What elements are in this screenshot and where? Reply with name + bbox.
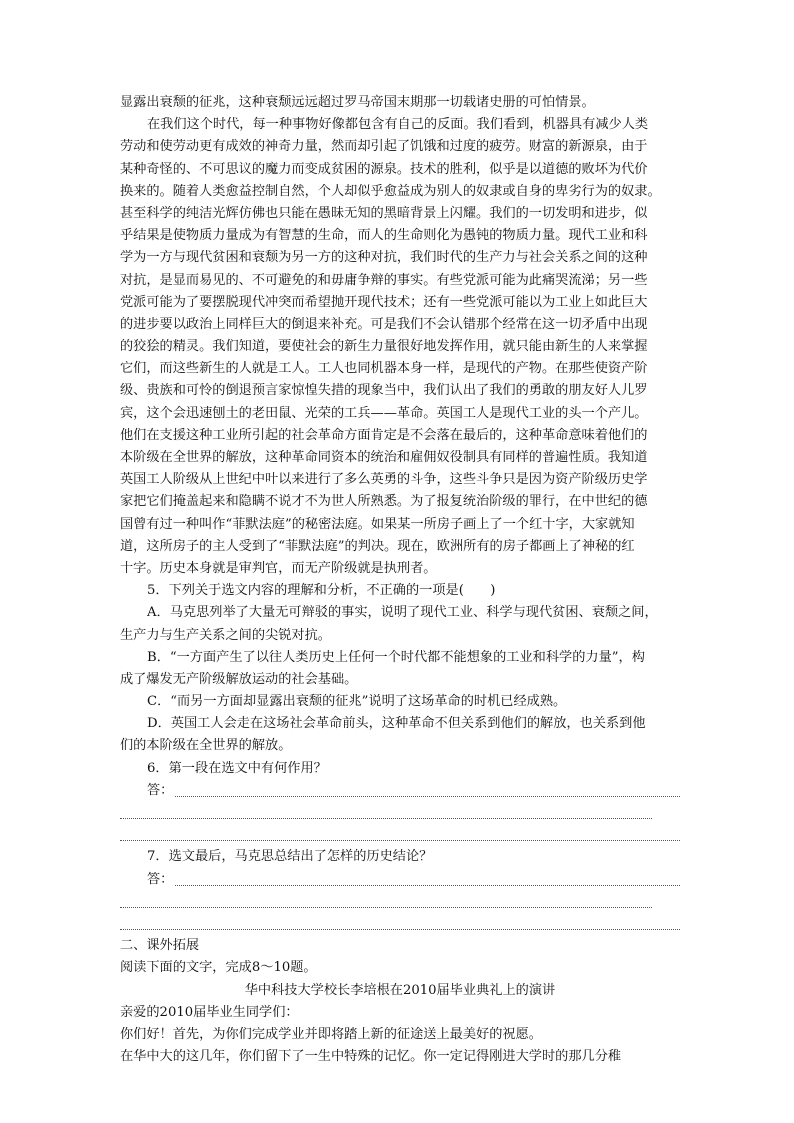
- passage-line: 的狡狯的精灵。我们知道，要使社会的新生力量很好地发挥作用，就只能由新生的人来掌握: [120, 339, 648, 355]
- question-stem: 5．下列关于选文内容的理解和分析，不正确的一项是( ): [147, 583, 496, 599]
- option-d-cont: 们的本阶级在全世界的解放。: [120, 738, 292, 754]
- answer-line[interactable]: [120, 869, 680, 891]
- answer-blank[interactable]: [120, 913, 680, 935]
- passage-line: 十字。历史本身就是审判官，而无产阶级就是执刑者。: [120, 560, 437, 576]
- question-stem: 6．第一段在选文中有何作用？: [147, 760, 327, 776]
- option-a-cont: 生产力与生产关系之间的尖锐对抗。: [120, 627, 331, 643]
- passage-line: 家把它们掩盖起来和隐瞒不说才不为世人所熟悉。为了报复统治阶级的罪行，在中世纪的德: [120, 494, 648, 510]
- option-b-cont: 成了爆发无产阶级解放运动的社会基础。: [120, 671, 358, 687]
- section-instruction: 阅读下面的文字，完成8～10题。: [120, 960, 317, 976]
- question-stem: 7．选文最后，马克思总结出了怎样的历史结论？: [147, 849, 433, 865]
- passage-line: 道，这所房子的主人受到了“菲默法庭”的判决。现在，欧洲所有的房子都画上了神秘的红: [120, 538, 635, 554]
- question-7: [120, 846, 680, 935]
- question-5: [120, 580, 680, 758]
- passage-line: 劳动和使劳动更有成效的神奇力量，然而却引起了饥饿和过度的疲劳。财富的新源泉，由于: [120, 139, 648, 155]
- document-page: [120, 92, 680, 1068]
- passage-line: 党派可能为了要摆脱现代冲突而希望抛开现代技术；还有一些党派可能以为工业上如此巨大: [120, 294, 648, 310]
- answer-line[interactable]: [120, 780, 680, 802]
- passage-line: 英国工人阶级从上世纪中叶以来进行了多么英勇的斗争，这些斗争只是因为资产阶级历史学: [120, 472, 648, 488]
- speech-line: 在华中大的这几年，你们留下了一生中特殊的记忆。你一定记得刚进大学时的那几分稚: [120, 1049, 622, 1065]
- passage-line: 他们在支援这种工业所引起的社会革命方面肯定是不会落在最后的，这种革命意味着他们的: [120, 427, 648, 443]
- salutation: 亲爱的2010届毕业生同学们：: [120, 1004, 299, 1020]
- passage-line: 某种奇怪的、不可思议的魔力而变成贫困的源泉。技术的胜利，似乎是以道德的败坏为代价: [120, 161, 648, 177]
- passage-line: 在我们这个时代，每一种事物好像都包含有自己的反面。我们看到，机器具有减少人类: [147, 117, 649, 133]
- answer-blank[interactable]: [120, 891, 680, 913]
- answer-blank[interactable]: [120, 824, 680, 846]
- answer-blank[interactable]: [175, 796, 680, 797]
- passage: [120, 92, 680, 580]
- passage-line: 换来的。随着人类愈益控制自然，个人却似乎愈益成为别人的奴隶或自身的卑劣行为的奴隶。: [120, 183, 661, 199]
- section-extension: [120, 935, 680, 1068]
- passage-line: 国曾有过一种叫作“菲默法庭”的秘密法庭。如果某一所房子画上了一个红十字，大家就知: [120, 516, 635, 532]
- option-b[interactable]: B．“一方面产生了以往人类历史上任何一个时代都不能想象的工业和科学的力量”，构: [147, 649, 645, 665]
- option-c[interactable]: C．“而另一方面却显露出衰颓的征兆”说明了这场革命的时机已经成熟。: [147, 694, 567, 710]
- passage-line: 宾，这个会迅速刨土的老田鼠、光荣的工兵——革命。英国工人是现代工业的头一个产儿。: [120, 405, 648, 421]
- passage-line: 学为一方与现代贫困和衰颓为另一方的这种对抗，我们时代的生产力与社会关系之间的这种: [120, 250, 648, 266]
- passage-line: 级、贵族和可怜的倒退预言家惊惶失措的现象当中，我们认出了我们的勇敢的朋友好人儿罗: [120, 383, 648, 399]
- passage-line: 对抗，是显而易见的、不可避免的和毋庸争辩的事实。有些党派可能为此痛哭流涕；另一些: [120, 272, 648, 288]
- passage-line: 乎结果是使物质力量成为有智慧的生命，而人的生命则化为愚钝的物质力量。现代工业和科: [120, 228, 648, 244]
- passage-line: 显露出衰颓的征兆，这种衰颓远远超过罗马帝国末期那一切载诸史册的可怕情景。: [120, 95, 595, 110]
- passage-line: 甚至科学的纯洁光辉仿佛也只能在愚昧无知的黑暗背景上闪耀。我们的一切发明和进步，似: [120, 205, 648, 221]
- question-6: [120, 758, 680, 847]
- answer-blank[interactable]: [120, 802, 680, 824]
- section-heading: 二、课外拓展: [120, 938, 200, 954]
- option-a[interactable]: A．马克思列举了大量无可辩驳的事实，说明了现代工业、科学与现代贫困、衰颓之间，: [147, 605, 658, 621]
- option-d[interactable]: D．英国工人会走在这场社会革命前头，这种革命不但关系到他们的解放，也关系到他: [147, 716, 646, 732]
- passage-line: 它们，而这些新生的人就是工人。工人也同机器本身一样，是现代的产物。在那些使资产阶: [120, 361, 648, 377]
- passage-line: 本阶级在全世界的解放，这种革命同资本的统治和雇佣奴役制具有同样的普遍性质。我知道: [120, 450, 648, 465]
- speech-line: 你们好！首先，为你们完成学业并即将踏上新的征途送上最美好的祝愿。: [120, 1026, 542, 1042]
- speech-title: 华中科技大学校长李培根在2010届毕业典礼上的演讲: [244, 982, 556, 998]
- passage-line: 的进步要以政治上同样巨大的倒退来补充。可是我们不会认错那个经常在这一切矛盾中出现: [120, 316, 648, 332]
- answer-blank[interactable]: [175, 885, 680, 886]
- answer-label: 答：: [147, 871, 174, 887]
- answer-label: 答：: [147, 782, 174, 798]
